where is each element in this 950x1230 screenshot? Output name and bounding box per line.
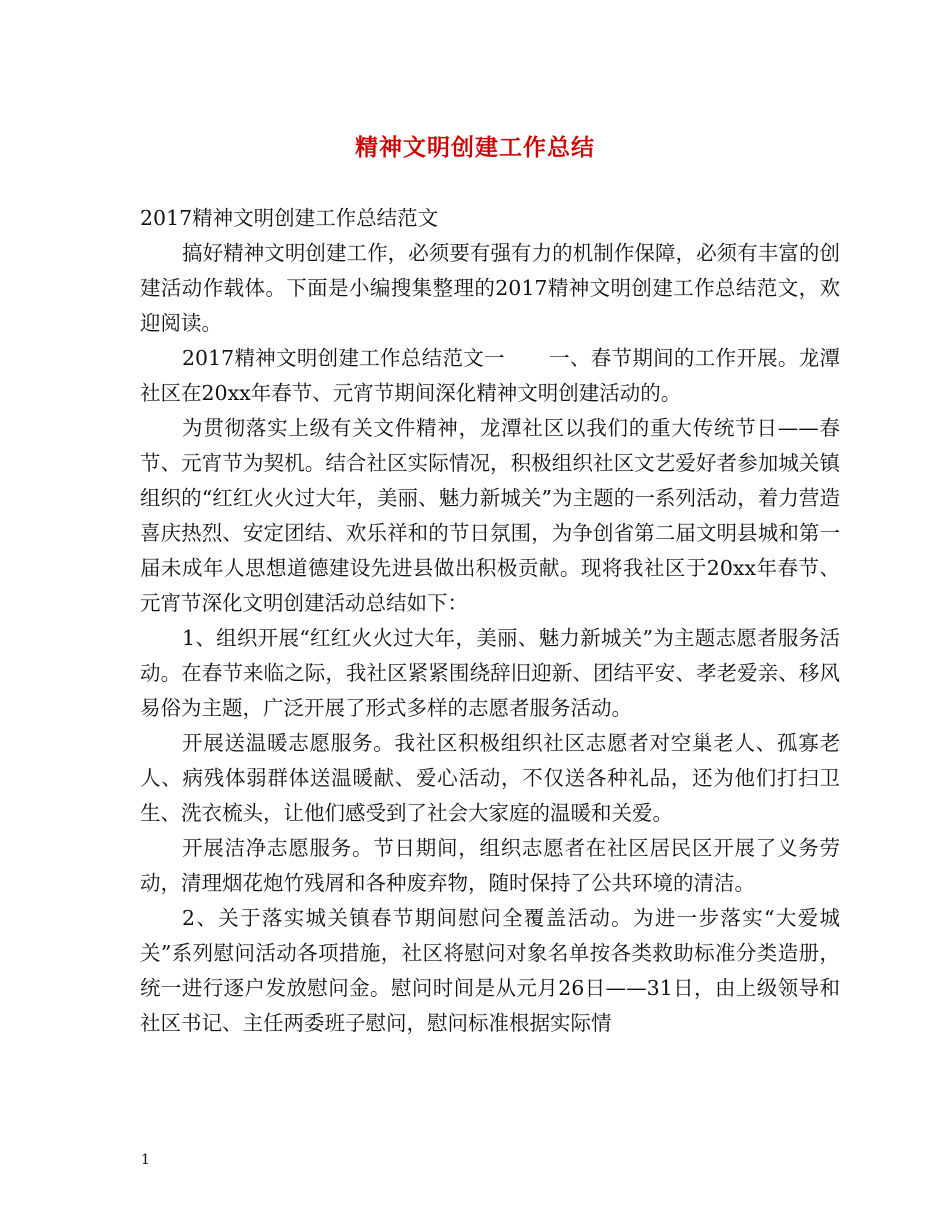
body-paragraph-2: 1、组织开展“红红火火过大年，美丽、魅力新城关”为主题志愿者服务活动。在春节来临之际，我社区紧紧围绕辞旧迎新、团结平安、孝老爱亲、移风易俗为主题，广泛开展了形式多样的志愿者服务活动。	[140, 626, 840, 720]
section-paragraph	[140, 341, 840, 411]
section-lead: 一、春节期间的工作开展。龙潭社区在20xx年春节、元宵节期间深化精神文明创建活动的。	[140, 346, 841, 405]
body-paragraph-5: 2、关于落实城关镇春节期间慰问全覆盖活动。为进一步落实“大爱城关”系列慰问活动各项措施，社区将慰问对象名单按各类救助标准分类造册，统一进行逐户发放慰问金。慰问时间是从元月26日——31日，由上级领导和社区书记、主任两委班子慰问，慰问标准根据实际情	[140, 906, 840, 1035]
document-subtitle: 2017精神文明创建工作总结范文	[140, 206, 439, 230]
intro-paragraph: 搞好精神文明创建工作，必须要有强有力的机制作保障，必须有丰富的创建活动作载体。下面是小编搜集整理的2017精神文明创建工作总结范文，欢迎阅读。	[140, 241, 840, 335]
document-title: 精神文明创建工作总结	[355, 134, 595, 161]
body-paragraph-4: 开展洁净志愿服务。节日期间，组织志愿者在社区居民区开展了义务劳动，清理烟花炮竹残屑和各种废弃物，随时保持了公共环境的清洁。	[140, 836, 840, 895]
section-title: 2017精神文明创建工作总结范文一	[182, 346, 505, 370]
body-paragraph-1: 为贯彻落实上级有关文件精神，龙潭社区以我们的重大传统节日——春节、元宵节为契机。结合社区实际情况，积极组织社区文艺爱好者参加城关镇组织的“红红火火过大年，美丽、魅力新城关”为主题的一系列活动，着力营造喜庆热烈、安定团结、欢乐祥和的节日氛围，为争创省第二届文明县城和第一届未成年人思想道德建设先进县做出积极贡献。现将我社区于20xx年春节、元宵节深化文明创建活动总结如下：	[140, 416, 840, 615]
body-paragraph-3: 开展送温暖志愿服务。我社区积极组织社区志愿者对空巢老人、孤寡老人、病残体弱群体送温暖献、爱心活动，不仅送各种礼品，还为他们打扫卫生、洗衣梳头，让他们感受到了社会大家庭的温暖和关爱。	[140, 731, 840, 825]
page-number: 1	[141, 1152, 150, 1168]
document-body	[140, 201, 840, 1041]
